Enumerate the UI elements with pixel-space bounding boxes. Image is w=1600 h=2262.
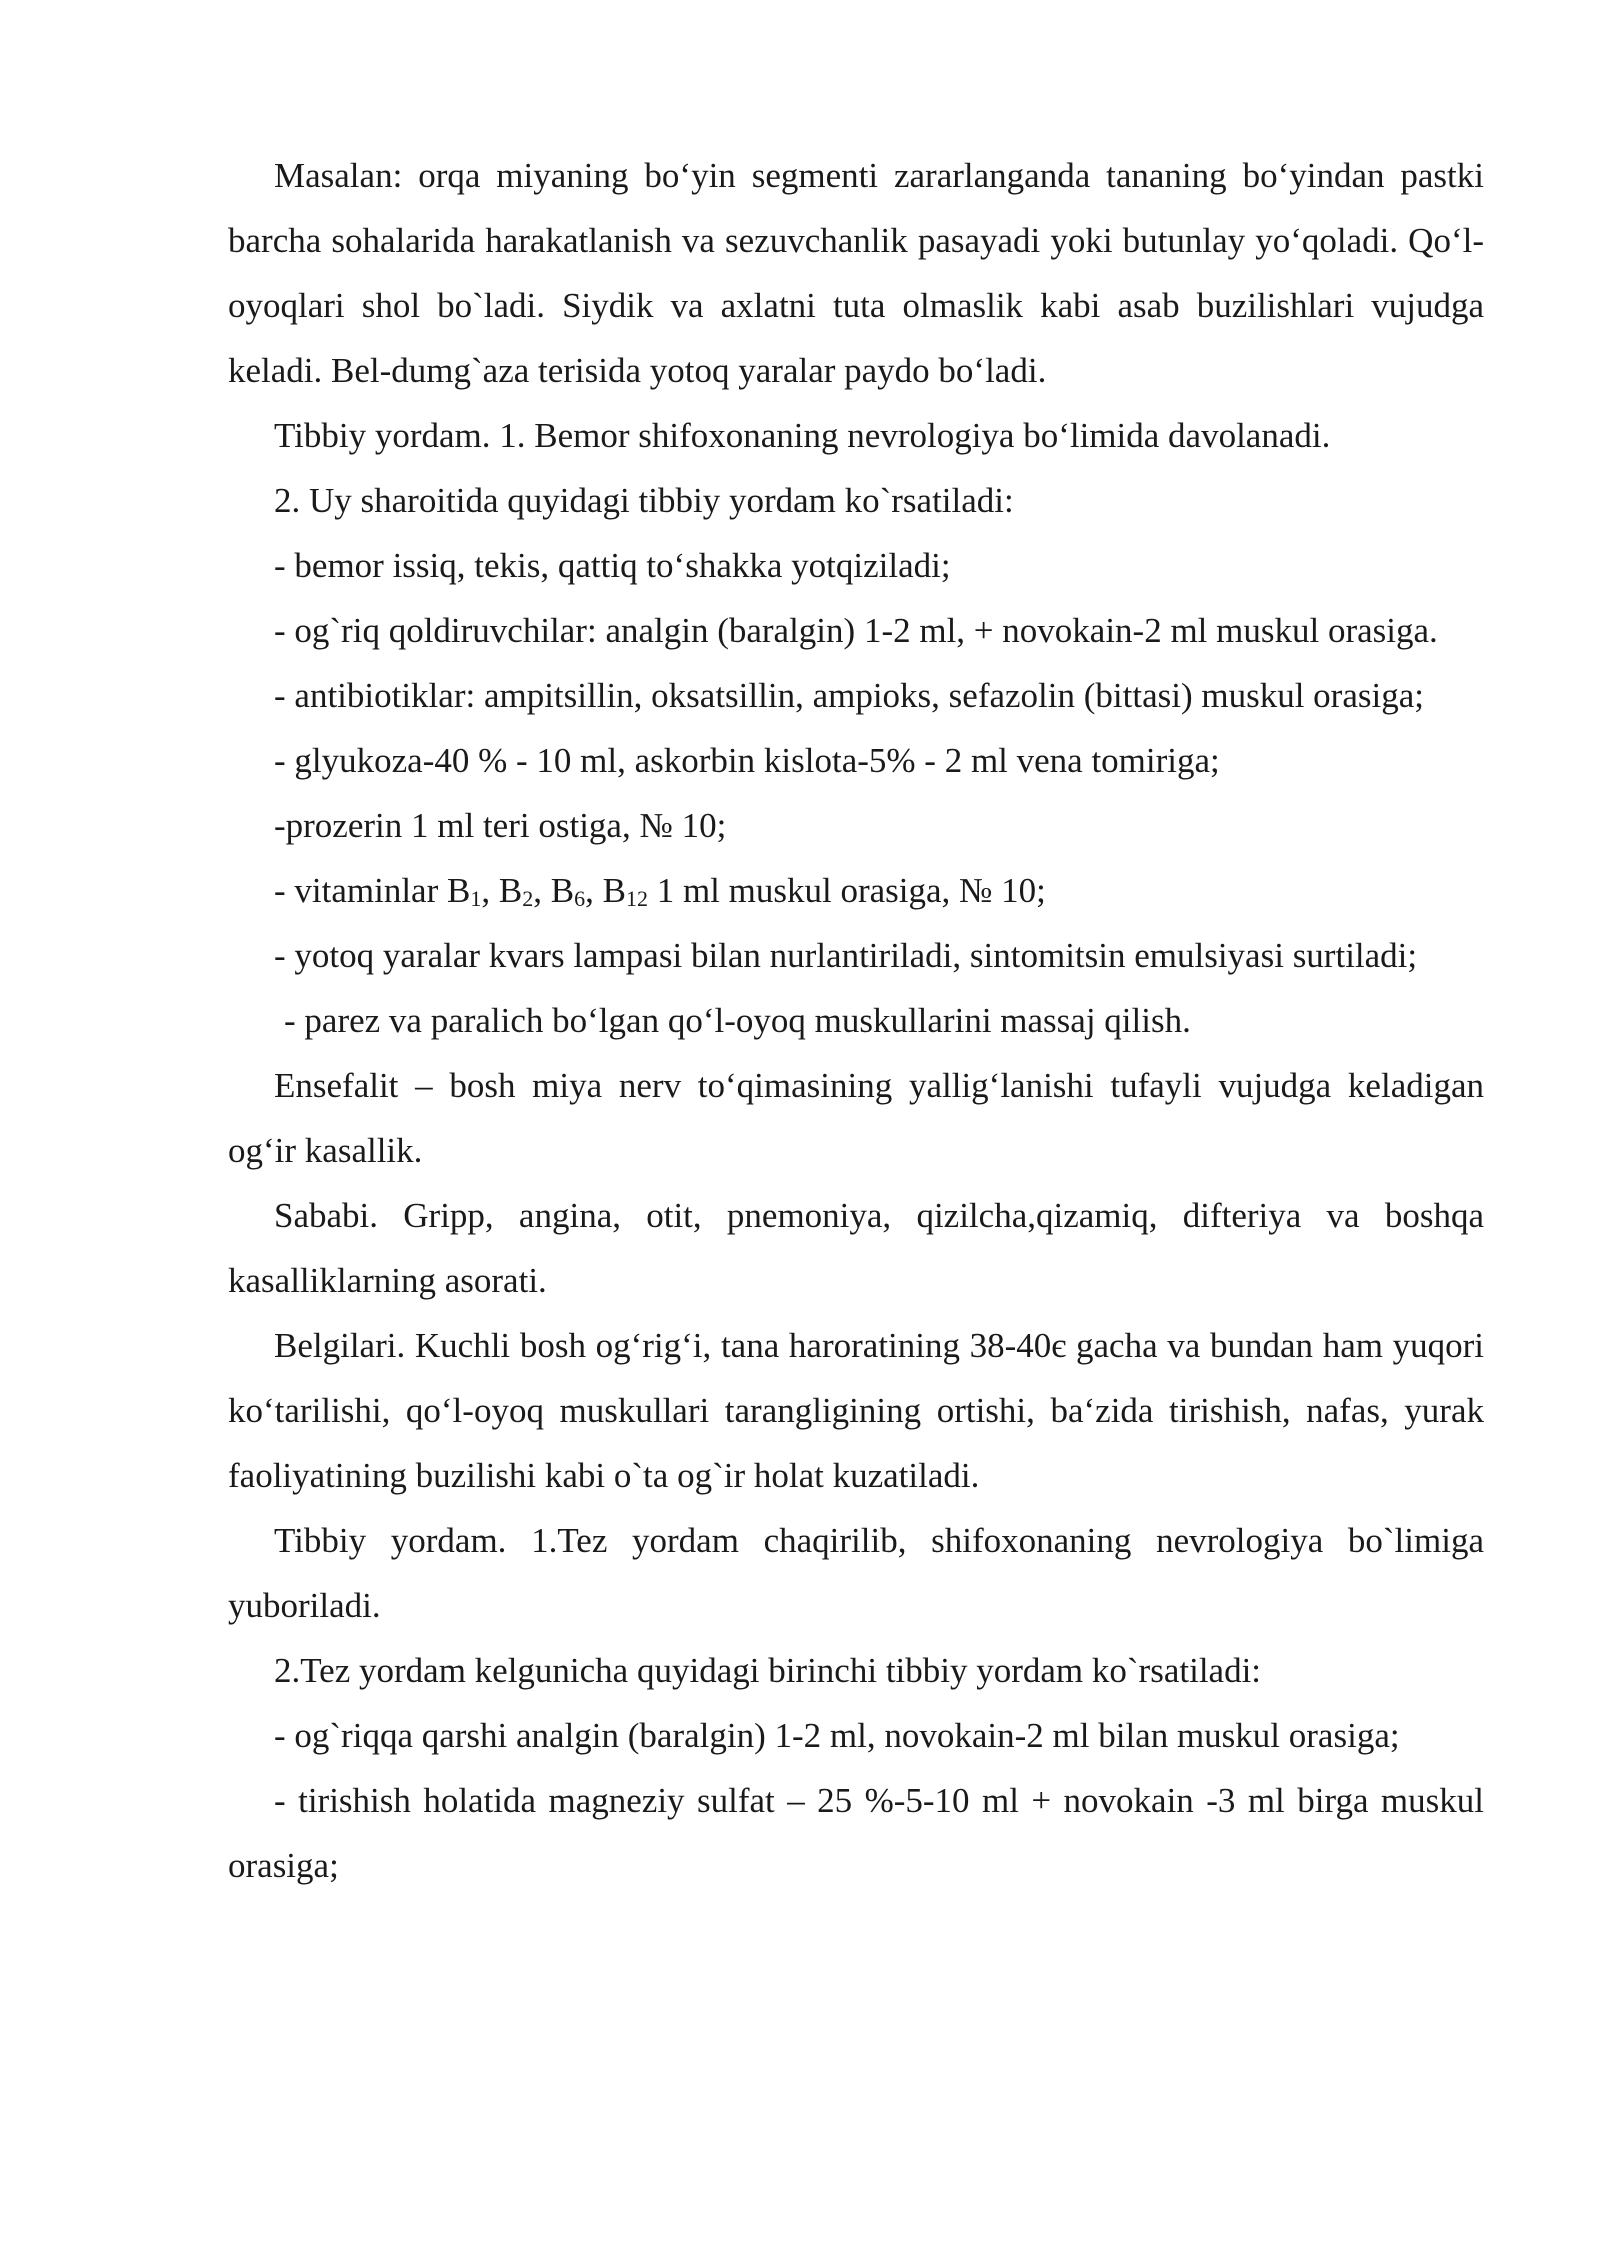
paragraph-cause: Sababi. Gripp, angina, otit, pnemoniya, qizilcha,qizamiq, difteriya va boshqa kasalliklarning asorati. <box>228 1196 1484 1300</box>
list-item-glucose: - glyukoza-40 % - 10 ml, askorbin kislota-5% - 2 ml vena tomiriga; <box>274 741 1220 780</box>
paragraph-medical-help: Tibbiy yordam. 1. Bemor shifoxonaning nevrologiya bo‘limida davolanadi. <box>274 416 1331 455</box>
paragraph-first-aid: 2.Tez yordam kelgunicha quyidagi birinchi tibbiy yordam ko`rsatiladi: <box>274 1651 1262 1690</box>
vitamin-sep2: , B <box>533 871 575 910</box>
list-item-antibiotics: - antibiotiklar: ampitsillin, oksatsillin, ampioks, sefazolin (bittasi) muskul orasiga; <box>274 676 1424 715</box>
paragraph-encephalitis: Ensefalit – bosh miya nerv to‘qimasining yallig‘lanishi tufayli vujudga keladigan og‘ir kasallik. <box>228 1066 1484 1170</box>
list-item-pain-relief: - og`riqqa qarshi analgin (baralgin) 1-2 ml, novokain-2 ml bilan muskul orasiga; <box>274 1716 1400 1755</box>
vitamin-sep1: , B <box>481 871 523 910</box>
list-item-bedsores: - yotoq yaralar kvars lampasi bilan nurlantiriladi, sintomitsin emulsiyasi surtiladi; <box>274 936 1418 975</box>
list-item-convulsions: - tirishish holatida magneziy sulfat – 25 %-5-10 ml + novokain -3 ml birga muskul orasiga; <box>228 1781 1484 1885</box>
vitamin-b2-sub: 2 <box>522 886 534 911</box>
vitamin-suffix: 1 ml muskul orasiga, № 10; <box>647 871 1046 910</box>
list-item-bed: - bemor issiq, tekis, qattiq to‘shakka yotqiziladi; <box>274 546 951 585</box>
paragraph-symptoms: Belgilari. Kuchli bosh og‘rig‘i, tana haroratining 38-40є gacha va bundan ham yuqori ko‘tarilishi, qo‘l-oyoq muskullari tarangligining ortishi, ba‘zida tirishish, nafas, yurak faoliyatining buzilishi kabi o`ta og`ir holat kuzatiladi. <box>228 1326 1484 1495</box>
vitamin-b6-sub: 6 <box>574 886 586 911</box>
document-page <box>228 143 1484 1898</box>
list-item-painkillers: - og`riq qoldiruvchilar: analgin (baralgin) 1-2 ml, + novokain-2 ml muskul orasiga. <box>274 611 1438 650</box>
vitamin-b1-sub: 1 <box>470 886 482 911</box>
paragraph-medical-help-2: Tibbiy yordam. 1.Tez yordam chaqirilib, shifoxonaning nevrologiya bo`limiga yuboriladi. <box>228 1521 1484 1625</box>
paragraph-home-help: 2. Uy sharoitida quyidagi tibbiy yordam ko`rsatiladi: <box>274 481 1014 520</box>
paragraph-spinal-damage: Masalan: orqa miyaning bo‘yin segmenti zararlanganda tananing bo‘yindan pastki barcha sohalarida harakatlanish va sezuvchanlik pasayadi yoki butunlay yo‘qoladi. Qo‘l-oyoqlari shol bo`ladi. Siydik va axlatni tuta olmaslik kabi asab buzilishlari vujudga keladi. Bel-dumg`aza terisida yotoq yaralar paydo bo‘ladi. <box>228 156 1484 390</box>
list-item-massage: - parez va paralich bo‘lgan qo‘l-oyoq muskullarini massaj qilish. <box>284 1001 1191 1040</box>
vitamin-b12-sub: 12 <box>625 886 648 911</box>
list-item-vitamins <box>228 858 1484 923</box>
list-item-prozerin: -prozerin 1 ml teri ostiga, № 10; <box>274 806 727 845</box>
vitamin-prefix: - vitaminlar B <box>274 871 471 910</box>
vitamin-sep3: , B <box>585 871 626 910</box>
